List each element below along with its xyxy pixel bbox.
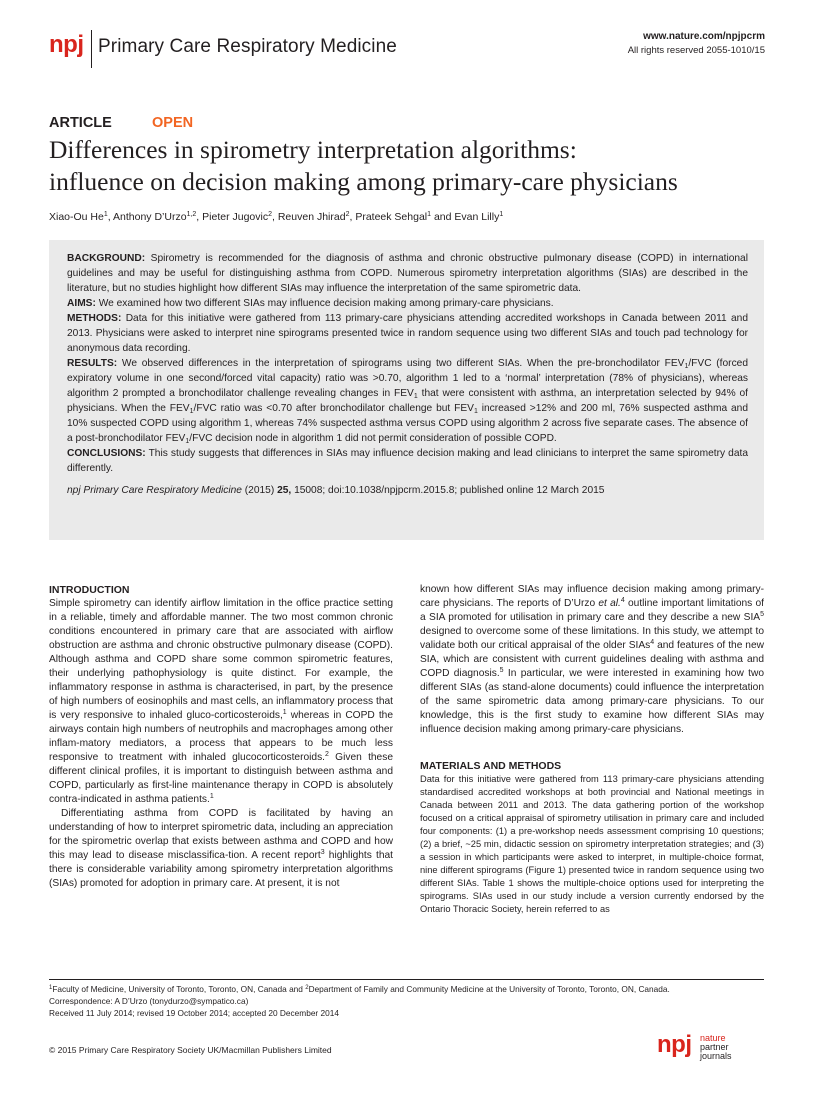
subscript: 1 bbox=[473, 408, 478, 415]
affiliation-text: Department of Family and Community Medicine at the University of Toronto, Toronto, ON, Canada. bbox=[308, 984, 670, 994]
affiliation-text: Faculty of Medicine, University of Toronto, Toronto, ON, Canada and bbox=[52, 984, 306, 994]
reference-marker[interactable]: 1 bbox=[282, 709, 287, 716]
reference-marker[interactable]: 4 bbox=[650, 639, 655, 646]
methods-text: Data for this initiative were gathered from 113 primary-care physicians attending accredited workshops in Canada between 2011 and 2013. Physicians were asked to interpret nine spirograms presented twice in random sequence using two different SIAs and touch pad technology for anonymous data recording. bbox=[67, 313, 748, 354]
methods-label: METHODS: bbox=[67, 313, 122, 324]
reference-marker[interactable]: 3 bbox=[320, 849, 325, 856]
right-column bbox=[420, 583, 764, 916]
body-text: and features of the new SIA, which are consistent with current guidelines dealing with asthma and COPD diagnosis. bbox=[420, 640, 765, 679]
title-line-1: Differences in spirometry interpretation algorithms: bbox=[49, 135, 577, 164]
author-name: Reuven Jhirad bbox=[277, 211, 346, 223]
results-text: /FVC (forced expiratory volume in one second/forced vital capacity) ratio was >0.70, algorithm 1 led to a ‘normal’ interpretation (78% of physicians), whereas algorithm 2 prompted a bronchodilator challenge revealing changes in FEV bbox=[67, 358, 748, 399]
affiliations bbox=[49, 983, 779, 995]
intro-paragraph-continued bbox=[420, 583, 764, 737]
journal-name: Primary Care Respiratory Medicine bbox=[98, 36, 397, 57]
npj-footer-logo: npj bbox=[657, 1031, 692, 1058]
subscript: 1 bbox=[413, 393, 418, 400]
aims-text: We examined how two different SIAs may influence decision making among primary-care physicians. bbox=[95, 298, 554, 309]
abstract bbox=[67, 251, 748, 498]
body-text: designed to overcome some of these limitations. In this study, we attempt to validate both our critical appraisal of the older SIAs bbox=[420, 626, 764, 651]
article-title bbox=[49, 134, 779, 198]
reference-marker[interactable]: 4 bbox=[620, 597, 625, 604]
intro-paragraph-2 bbox=[49, 807, 393, 891]
methods-heading: MATERIALS AND METHODS bbox=[420, 760, 562, 772]
abstract-results bbox=[67, 356, 748, 446]
author-affiliation: 1 bbox=[427, 211, 432, 218]
author-affiliation: 1 bbox=[103, 211, 108, 218]
introduction-heading: INTRODUCTION bbox=[49, 584, 130, 596]
copyright: © 2015 Primary Care Respiratory Society UK/Macmillan Publishers Limited bbox=[49, 1045, 332, 1055]
conclusions-text: This study suggests that differences in SIAs may influence decision making and lead clinicians to interpret the same spirometry data differently. bbox=[67, 448, 748, 474]
intro-paragraph-1 bbox=[49, 597, 393, 807]
reference-marker[interactable]: 2 bbox=[325, 751, 329, 758]
author-affiliation: 2 bbox=[345, 211, 350, 218]
reference-marker[interactable]: 5 bbox=[499, 667, 504, 674]
separator: , bbox=[349, 211, 356, 223]
body-text: Differentiating asthma from COPD is facilitated by having an understanding of how to interpret spirometric data, including an appreciation for the spirometric overlap that exists between asthma and COPD and how this may lead to disease misclassifica-tion. A recent report bbox=[49, 808, 393, 861]
footnote-divider bbox=[49, 979, 764, 980]
abstract-conclusions bbox=[67, 446, 748, 476]
background-text: Spirometry is recommended for the diagnosis of asthma and chronic obstructive pulmonary disease (COPD) in international guidelines and may be useful for distinguishing asthma from COPD. Numerous spirometry interpretation algorithms (SIAs) are described in the literature, but no studies highlight how different SIAs may influence the interpretation of the same spirometric data. bbox=[67, 253, 748, 294]
received-dates: Received 11 July 2014; revised 19 October 2014; accepted 20 December 2014 bbox=[49, 1008, 339, 1018]
separator: , bbox=[272, 211, 278, 223]
open-access-label: OPEN bbox=[152, 115, 194, 131]
background-label: BACKGROUND: bbox=[67, 253, 146, 264]
author-affiliation: 1 bbox=[499, 211, 504, 218]
abstract-aims bbox=[67, 296, 748, 311]
citation-doi: 15008; doi:10.1038/npjpcrm.2015.8; published online 12 March 2015 bbox=[291, 485, 605, 496]
author-name: Evan Lilly bbox=[454, 211, 500, 223]
body-text: Simple spirometry can identify airflow limitation in the office practice setting in a reliable, timely and affordable manner. The two most common chronic conditions encountered in primary care that are associated with airflow obstruction are asthma and chronic obstructive pulmonary disease (COPD). Although asthma and COPD share some common spirometric features, their underlying pathophysiology is quite distinct. For example, the inflammatory response in asthma is characterised, in part, by the presence of high numbers of eosinophils and mast cells, an inflammatory process that is very responsive to inhaled gluco-corticosteroids, bbox=[49, 598, 393, 721]
rights-statement: All rights reserved 2055-1010/15 bbox=[627, 45, 765, 56]
citation-volume: 25, bbox=[277, 485, 292, 496]
results-label: RESULTS: bbox=[67, 358, 118, 369]
reference-marker[interactable]: 5 bbox=[760, 611, 764, 618]
results-text: increased >12% and 200 ml, 76% suspected asthma and 10% suspected COPD using algorithm 1, whereas 74% suspected asthma versus COPD using algorithm 2 across five separate cases. The absence of a post-bronchodilator FEV bbox=[67, 403, 748, 444]
citation-year: (2015) bbox=[241, 485, 278, 496]
correspondence: Correspondence: A D’Urzo (tonydurzo@sympatico.ca) bbox=[49, 996, 249, 1006]
body-text: outline important limitations of a SIA promoted for utilisation in primary care and they describe a new SIA bbox=[420, 598, 764, 623]
separator: and bbox=[431, 211, 455, 223]
body-text: known how different SIAs may influence decision making among primary-care physicians. The reports of D’Urzo bbox=[420, 584, 764, 609]
body-text: whereas in COPD the airways contain high numbers of neutrophils and macrophages among other inflam-matory mediators, a process that appears to be much less responsive to treatment with inhaled glucocorticosteroids. bbox=[49, 710, 393, 763]
author-affiliation: 2 bbox=[268, 211, 272, 218]
title-line-2: influence on decision making among primary-care physicians bbox=[49, 167, 678, 196]
abstract-methods bbox=[67, 311, 748, 356]
et-al: et al. bbox=[598, 598, 621, 609]
author-affiliation: 1,2 bbox=[186, 211, 197, 218]
separator: , bbox=[196, 211, 203, 223]
header-divider bbox=[91, 30, 92, 68]
abstract-background bbox=[67, 251, 748, 296]
affiliation-number: 2 bbox=[305, 985, 309, 991]
left-column bbox=[49, 583, 393, 891]
npj-logo: npj bbox=[49, 31, 84, 58]
results-text: We observed differences in the interpretation of spirograms using two different SIAs. When the pre-bronchodilator FEV bbox=[117, 358, 685, 369]
body-text: Given these different clinical profiles, it is important to distinguish between asthma and COPD, particularly as first-line maintenance therapy in COPD is absolutely contra-indicated in asthma patients. bbox=[49, 752, 393, 805]
citation-journal: npj Primary Care Respiratory Medicine bbox=[67, 485, 242, 496]
journal-url[interactable]: www.nature.com/npjpcrm bbox=[643, 31, 765, 42]
body-text: In particular, we were interested in examining how two different SIAs (as stand-alone documents) could influence the interpretation of the same spirometric data among primary-care physicians. To our knowledge, this is the first study to examine how different SIAs may influence decision making among primary-care physicians. bbox=[420, 668, 765, 735]
results-text: /FVC ratio was <0.70 after bronchodilator challenge but FEV bbox=[193, 403, 474, 414]
methods-paragraph: Data for this initiative were gathered from 113 primary-care physicians attending standardised accredited workshops at both provincial and National meetings in Canada between 2011 and 2013. The data gathering portion of the workshop focused on a critical appraisal of spirometry utilisation in primary care and included four components: (1) a pre-workshop needs assessment comprising 10 questions; (2) a brief, ~25 min, didactic session on spirometry interpretation strategies; and (3) a session in which participants were asked to interpret, in multiple-choice format, nine different spirograms (Figure 1) presented twice in random sequence using two different SIAs. Table 1 shows the multiple-choice options used for interpreting the spirograms. SIAs used in our study include a version currently endorsed by the Ontario Thoracic Society, herein referred to as bbox=[420, 774, 764, 914]
aims-label: AIMS: bbox=[67, 298, 96, 309]
conclusions-label: CONCLUSIONS: bbox=[67, 448, 146, 459]
author-name: Pieter Jugovic bbox=[202, 211, 269, 223]
author-name: Xiao-Ou He bbox=[49, 211, 104, 223]
footnotes bbox=[49, 983, 779, 1019]
results-text: that were consistent with asthma, an interpretation selected by 94% of physicians. When the FEV bbox=[67, 388, 748, 414]
results-text: /FVC decision node in algorithm 1 did not permit consideration of possible COPD. bbox=[189, 433, 557, 444]
author-name: Anthony D’Urzo bbox=[113, 211, 187, 223]
author-list bbox=[49, 210, 503, 224]
separator: , bbox=[107, 211, 114, 223]
citation-line bbox=[67, 483, 748, 498]
body-text: highlights that there is considerable variability among spirometry interpretation algorithms (SIAs) promoted for adoption in primary care. At present, it is not bbox=[49, 850, 393, 889]
article-type-label: ARTICLE bbox=[49, 115, 112, 131]
reference-marker[interactable]: 1 bbox=[209, 793, 214, 800]
author-name: Prateek Sehgal bbox=[355, 211, 428, 223]
subscript: 1 bbox=[684, 363, 689, 370]
subscript: 1 bbox=[189, 408, 194, 415]
nature-partner-journals-logo bbox=[700, 1034, 732, 1061]
logo-nature: nature bbox=[700, 1033, 726, 1043]
logo-partner: partner bbox=[700, 1042, 729, 1052]
logo-journals: journals bbox=[700, 1051, 732, 1061]
affiliation-number: 1 bbox=[49, 985, 53, 991]
subscript: 1 bbox=[185, 438, 190, 445]
